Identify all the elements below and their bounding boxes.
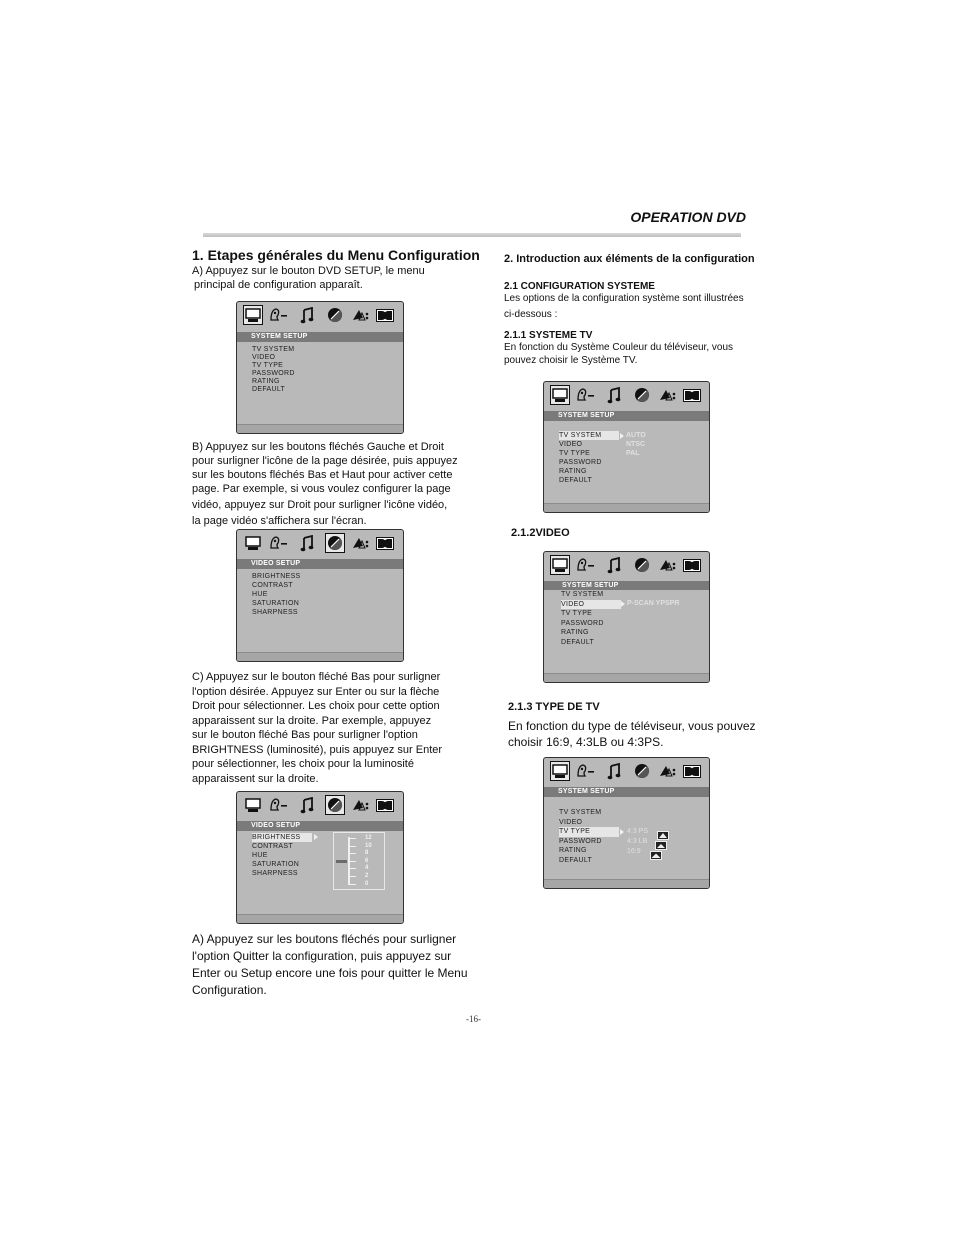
osd-menu-list	[252, 572, 301, 617]
sub-2-1-line: ci-dessous :	[504, 309, 558, 320]
step-b-line: sur les boutons fléchés Bas et Haut pour activer cette	[192, 469, 453, 481]
speaker-settings-icon[interactable]	[576, 385, 596, 405]
step-a-line: principal de configuration apparaît.	[194, 279, 363, 291]
osd-title-bar: VIDEO SETUP	[237, 821, 403, 831]
step-c-line: l'option désirée. Appuyez sur Enter ou sur la flèche	[192, 685, 440, 698]
video-circle-icon[interactable]	[325, 533, 345, 553]
brightness-level-marker	[336, 860, 347, 863]
osd-menu-list	[252, 346, 295, 394]
music-note-icon[interactable]	[297, 305, 317, 325]
speaker-settings-icon[interactable]	[576, 761, 596, 781]
osd-menu-item: PASSWORD	[252, 370, 295, 377]
osd-menu-item: RATING	[559, 847, 587, 854]
speaker-settings-icon[interactable]	[269, 533, 289, 553]
scale-tick	[350, 838, 356, 839]
tv-monitor-icon[interactable]	[550, 555, 570, 575]
osd-menu-item-selected: TV TYPE	[559, 827, 619, 837]
sub-2-1-1-heading: 2.1.1 SYSTEME TV	[504, 330, 593, 341]
arrow-right-icon	[620, 433, 624, 439]
sub-2-1-1-line: En fonction du Système Couleur du téléviseur, vous	[504, 342, 734, 353]
video-circle-icon[interactable]	[325, 795, 345, 815]
osd-footer	[237, 914, 403, 923]
step-c-line: BRIGHTNESS (luminosité), puis appuyez sur Enter	[192, 743, 443, 756]
osd-option-list	[627, 599, 679, 608]
osd-video-panel	[543, 551, 710, 683]
osd-footer	[237, 652, 403, 661]
step-b-line: pour surligner l'icône de la page désirée, puis appuyez	[192, 455, 458, 467]
step-c-line: pour sélectionner, les choix pour la luminosité	[192, 758, 414, 770]
scale-tick-label: 2	[365, 873, 369, 879]
osd-menu-item-selected: TV SYSTEM	[559, 431, 619, 440]
scale-tick-label: 10	[365, 842, 372, 849]
osd-tv-system-panel	[543, 381, 710, 513]
osd-title-bar: SYSTEM SETUP	[237, 332, 403, 342]
preference-icon[interactable]	[658, 385, 678, 405]
osd-menu-item: PASSWORD	[561, 619, 604, 627]
video-circle-icon[interactable]	[325, 305, 345, 325]
tv-monitor-icon[interactable]	[243, 305, 263, 325]
tv-monitor-icon[interactable]	[550, 385, 570, 405]
scale-tick	[350, 868, 356, 869]
sub-2-1-1-line: pouvez choisir le Système TV.	[504, 355, 638, 366]
osd-menu-item: BRIGHTNESS	[252, 573, 301, 580]
osd-menu-item: DEFAULT	[252, 386, 286, 393]
step-d-line: l'option Quitter la configuration, puis appuyez sur	[192, 949, 452, 963]
arrow-right-icon	[620, 829, 624, 835]
osd-menu-item: CONTRAST	[252, 843, 293, 850]
scale-tick	[350, 853, 356, 854]
osd-menu-item: DEFAULT	[561, 638, 595, 646]
brightness-scale-box	[333, 832, 385, 890]
sub-2-1-3-line: choisir 16:9, 4:3LB ou 4:3PS.	[508, 735, 664, 749]
osd-icon-bar	[237, 530, 403, 557]
section-1-heading: 1. Etapes générales du Menu Configuration	[192, 247, 480, 263]
tv-monitor-icon[interactable]	[550, 761, 570, 781]
osd-menu-item: SHARPNESS	[252, 870, 298, 877]
dolby-icon[interactable]	[682, 761, 702, 781]
video-circle-icon[interactable]	[632, 385, 652, 405]
sub-2-1-line: Les options de la configuration système sont illustrées	[504, 293, 744, 304]
step-c-line: apparaissent sur la droite. Par exemple, appuyez	[192, 714, 432, 727]
osd-icon-bar	[544, 382, 709, 409]
osd-menu-item: SHARPNESS	[252, 609, 298, 616]
osd-menu-item: VIDEO	[252, 354, 276, 361]
step-c-line: apparaissent sur la droite.	[192, 772, 319, 785]
osd-menu-item: TV TYPE	[252, 362, 284, 369]
osd-menu-item: TV SYSTEM	[559, 809, 602, 816]
tv-monitor-icon[interactable]	[243, 795, 263, 815]
step-d-line: A) Appuyez sur les boutons fléchés pour surligner	[192, 932, 457, 946]
osd-menu-item: SATURATION	[252, 861, 300, 868]
osd-icon-bar	[237, 792, 403, 819]
step-b-line: vidéo, appuyez sur Droit pour surligner l'icône vidéo,	[192, 499, 448, 511]
osd-menu-list	[561, 590, 621, 647]
osd-option: NTSC	[626, 441, 646, 448]
dolby-icon[interactable]	[375, 305, 395, 325]
osd-menu-item: TV TYPE	[559, 450, 591, 457]
sub-2-1-1-text	[504, 341, 733, 367]
scale-tick	[350, 846, 356, 847]
osd-menu-list	[559, 431, 619, 485]
osd-video-brightness-panel	[236, 791, 404, 924]
scale-tick	[350, 884, 356, 885]
music-note-icon[interactable]	[297, 533, 317, 553]
dolby-icon[interactable]	[375, 533, 395, 553]
step-c-line: C) Appuyez sur le bouton fléché Bas pour surligner	[192, 671, 441, 683]
scale-tick-label: 0	[365, 880, 369, 887]
scale-tick-label: 4	[365, 865, 369, 872]
osd-option: P-SCAN YPSPR	[627, 600, 680, 607]
osd-menu-item: HUE	[252, 852, 268, 859]
osd-menu-item: VIDEO	[559, 441, 583, 448]
tv-monitor-icon[interactable]	[243, 533, 263, 553]
sub-2-1-2-heading: 2.1.2VIDEO	[511, 527, 570, 539]
header-rule	[203, 233, 741, 237]
osd-option: PAL	[626, 450, 640, 457]
osd-footer	[544, 879, 709, 888]
osd-icon-bar	[544, 552, 709, 579]
section-2-heading: 2. Introduction aux éléments de la configuration	[504, 253, 755, 265]
osd-menu-item-selected: VIDEO	[561, 600, 621, 610]
step-b-line: page. Par exemple, si vous voulez configurer la page	[192, 483, 451, 495]
osd-option-list	[626, 431, 646, 458]
osd-menu-item: TV SYSTEM	[252, 346, 295, 353]
sub-2-1-heading: 2.1 CONFIGURATION SYSTEME	[504, 281, 655, 292]
music-note-icon[interactable]	[604, 385, 624, 405]
music-note-icon[interactable]	[604, 555, 624, 575]
step-c-line: Droit pour sélectionner. Les choix pour cette option	[192, 700, 440, 712]
osd-menu-item: VIDEO	[559, 818, 583, 826]
step-d-line: Enter ou Setup encore une fois pour quitter le Menu	[192, 966, 468, 980]
scale-tick-label: 8	[365, 850, 369, 857]
osd-menu-item-selected: BRIGHTNESS	[252, 833, 312, 842]
osd-menu-item: CONTRAST	[252, 582, 293, 589]
osd-footer	[544, 673, 709, 682]
osd-title-bar: SYSTEM SETUP	[544, 787, 709, 797]
sub-2-1-3-line: En fonction du type de téléviseur, vous pouvez	[508, 719, 756, 733]
osd-menu-item: DEFAULT	[559, 856, 593, 864]
step-c-line: sur le bouton fléché Bas pour surligner l'option	[192, 729, 418, 741]
page-number: -16-	[466, 1014, 481, 1024]
osd-menu-list	[252, 833, 312, 878]
osd-menu-item: RATING	[252, 378, 280, 385]
video-circle-icon[interactable]	[632, 555, 652, 575]
osd-video-setup-panel	[236, 529, 404, 662]
preference-icon[interactable]	[658, 555, 678, 575]
speaker-settings-icon[interactable]	[269, 305, 289, 325]
sub-2-1-text	[504, 292, 744, 323]
dolby-icon[interactable]	[375, 795, 395, 815]
osd-icon-bar	[544, 758, 709, 785]
osd-title-bar: VIDEO SETUP	[237, 559, 403, 569]
osd-menu-list	[559, 808, 619, 865]
osd-option: 4:3 PS	[627, 828, 649, 835]
scale-tick-label: 12	[365, 835, 372, 841]
step-a-text	[192, 264, 425, 292]
speaker-settings-icon[interactable]	[269, 795, 289, 815]
osd-menu-item: DEFAULT	[559, 477, 593, 484]
video-circle-icon[interactable]	[632, 761, 652, 781]
osd-option: 4:3 LB	[627, 838, 648, 845]
dolby-icon[interactable]	[682, 385, 702, 405]
osd-menu-item: HUE	[252, 591, 268, 598]
speaker-settings-icon[interactable]	[576, 555, 596, 575]
osd-menu-item: RATING	[561, 629, 589, 636]
step-c-text	[192, 670, 442, 786]
osd-icon-bar	[237, 302, 403, 329]
step-b-line: B) Appuyez sur les boutons fléchés Gauche et Droit	[192, 441, 444, 453]
osd-option: 16:9	[627, 848, 641, 855]
osd-footer	[544, 503, 709, 512]
page-header-title: OPERATION DVD	[630, 209, 746, 225]
osd-menu-item: SATURATION	[252, 600, 300, 607]
sub-2-1-3-text	[508, 718, 756, 750]
dolby-icon[interactable]	[682, 555, 702, 575]
preference-icon[interactable]	[351, 795, 371, 815]
step-d-line: Configuration.	[192, 983, 267, 997]
osd-system-setup-panel	[236, 301, 404, 434]
arrow-right-icon	[314, 834, 318, 840]
arrow-right-icon	[621, 601, 625, 607]
osd-menu-item: RATING	[559, 468, 587, 475]
music-note-icon[interactable]	[297, 795, 317, 815]
step-b-line: la page vidéo s'affichera sur l'écran.	[192, 515, 367, 527]
step-a-line: A) Appuyez sur le bouton DVD SETUP, le menu	[192, 265, 425, 277]
osd-menu-item: TV SYSTEM	[561, 591, 604, 598]
aspect-ratio-icon	[650, 847, 662, 865]
scale-tick	[350, 876, 356, 877]
osd-menu-item: TV TYPE	[561, 610, 593, 617]
scale-tick	[350, 861, 356, 862]
scale-tick-label: 6	[365, 857, 369, 864]
osd-tv-type-panel	[543, 757, 710, 889]
step-d-text	[192, 931, 468, 999]
music-note-icon[interactable]	[604, 761, 624, 781]
osd-menu-item: PASSWORD	[559, 459, 602, 466]
osd-option: AUTO	[626, 432, 646, 439]
preference-icon[interactable]	[351, 533, 371, 553]
step-b-text	[192, 440, 458, 528]
osd-menu-item: PASSWORD	[559, 837, 602, 845]
sub-2-1-3-heading: 2.1.3 TYPE DE TV	[508, 701, 600, 713]
osd-footer	[237, 424, 403, 433]
osd-title-bar: SYSTEM SETUP	[544, 581, 709, 590]
osd-option-list	[627, 827, 648, 857]
osd-title-bar: SYSTEM SETUP	[544, 411, 709, 421]
preference-icon[interactable]	[351, 305, 371, 325]
preference-icon[interactable]	[658, 761, 678, 781]
